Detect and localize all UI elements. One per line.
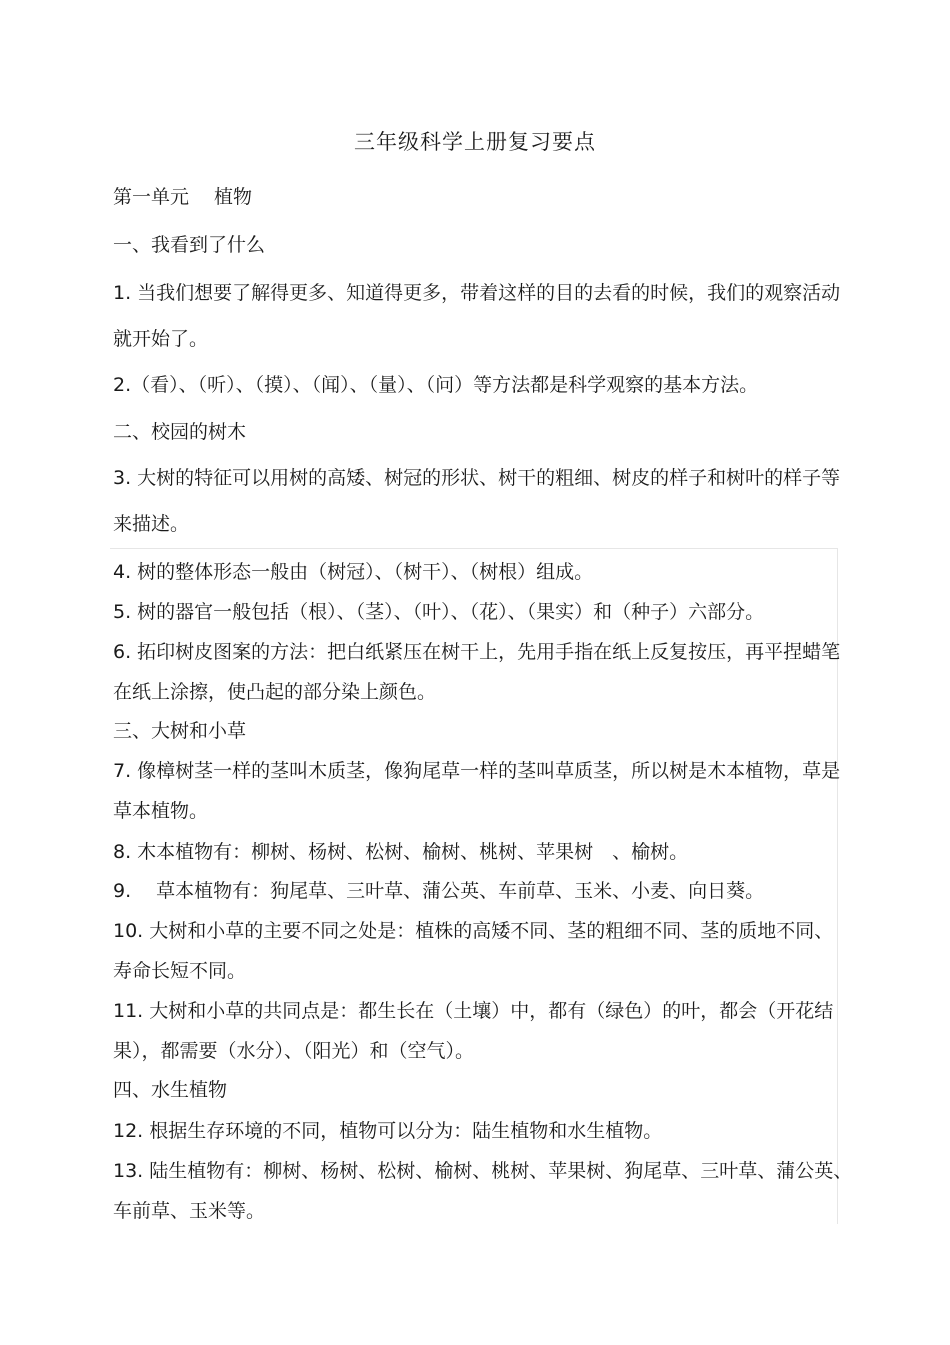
paragraph-line: 寿命长短不同。: [113, 960, 247, 982]
paragraph-line: 3. 大树的特征可以用树的高矮、树冠的形状、树干的粗细、树皮的样子和树叶的样子等: [113, 467, 841, 489]
unit-heading: 第一单元 植物: [113, 186, 253, 208]
paragraph-line: 车前草、玉米等。: [113, 1200, 266, 1222]
paragraph-line: 5. 树的器官一般包括（根）、（茎）、（叶）、（花）、（果实）和（种子）六部分。: [113, 601, 765, 623]
page-title: 三年级科学上册复习要点: [354, 130, 596, 154]
paragraph-line: 1. 当我们想要了解得更多、知道得更多，带着这样的目的去看的时候，我们的观察活动: [113, 282, 841, 304]
paragraph-line: 果），都需要（水分）、（阳光）和（空气）。: [113, 1040, 475, 1062]
paragraph-line: 2.（看）、（听）、（摸）、（闻）、（量）、（问）等方法都是科学观察的基本方法。: [113, 374, 759, 396]
paragraph-line: 在纸上涂擦，使凸起的部分染上颜色。: [113, 681, 437, 703]
paragraph-line: 4. 树的整体形态一般由（树冠）、（树干）、（树根）组成。: [113, 561, 594, 583]
paragraph-line: 11. 大树和小草的共同点是：都生长在（土壤）中，都有（绿色）的叶，都会（开花结: [113, 1000, 834, 1022]
section-heading: 一、我看到了什么: [113, 234, 266, 256]
paragraph-line: 6. 拓印树皮图案的方法：把白纸紧压在树干上，先用手指在纸上反复按压，再平捏蜡笔: [113, 641, 841, 663]
paragraph-line: 8. 木本植物有：柳树、杨树、松树、榆树、桃树、苹果树 、榆树。: [113, 841, 689, 863]
section-heading: 三、大树和小草: [113, 720, 247, 742]
paragraph-line: 10. 大树和小草的主要不同之处是：植株的高矮不同、茎的粗细不同、茎的质地不同、: [113, 920, 834, 942]
paragraph-line: 就开始了。: [113, 328, 209, 350]
paragraph-line: 13. 陆生植物有：柳树、杨树、松树、榆树、桃树、苹果树、狗尾草、三叶草、蒲公英、: [113, 1160, 853, 1182]
section-heading: 二、校园的树木: [113, 421, 247, 443]
paragraph-line: 草本植物。: [113, 800, 209, 822]
paragraph-line: 12. 根据生存环境的不同，植物可以分为：陆生植物和水生植物。: [113, 1120, 663, 1142]
paragraph-line: 7. 像樟树茎一样的茎叫木质茎，像狗尾草一样的茎叫草质茎，所以树是木本植物，草是: [113, 760, 841, 782]
paragraph-line: 来描述。: [113, 513, 190, 535]
section-heading: 四、水生植物: [113, 1079, 228, 1101]
paragraph-line: 9. 草本植物有：狗尾草、三叶草、蒲公英、车前草、玉米、小麦、向日葵。: [113, 880, 765, 902]
